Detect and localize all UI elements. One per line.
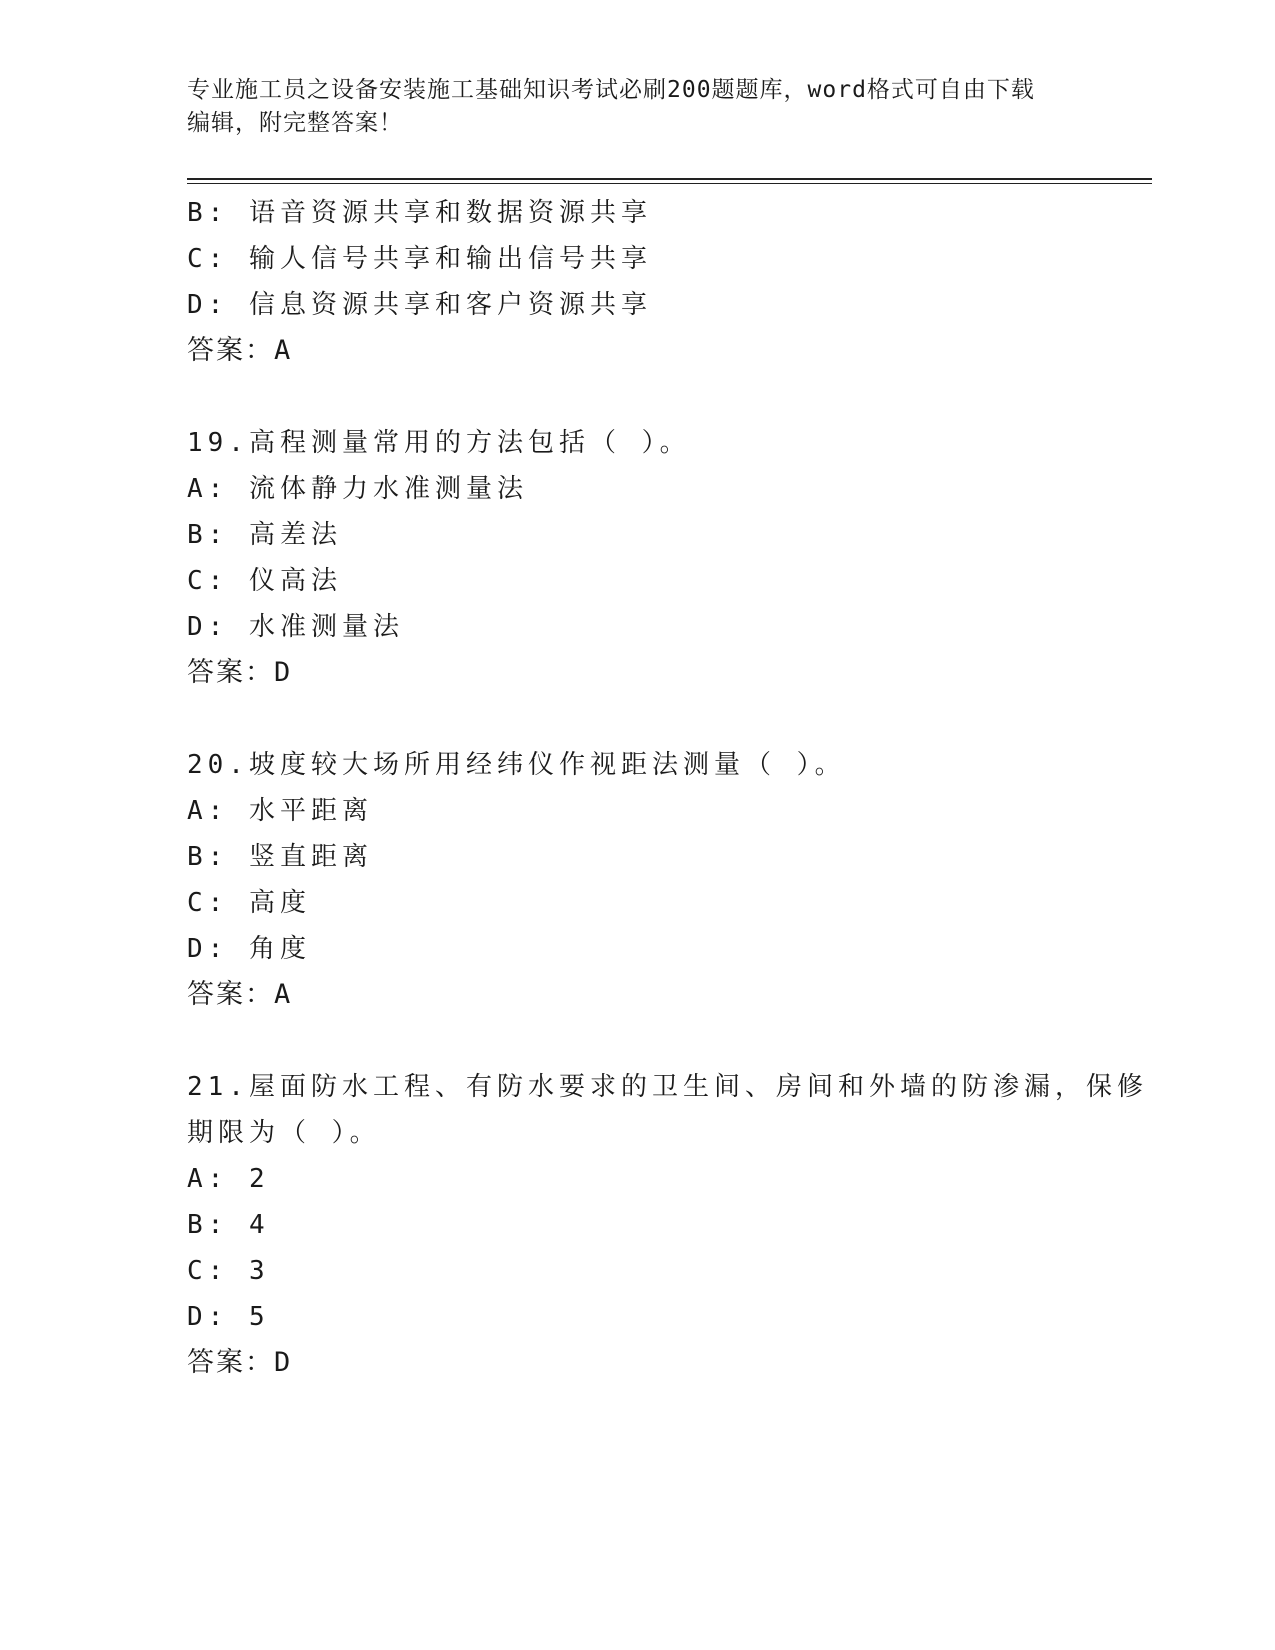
document-header <box>187 74 1077 140</box>
option-d: D: 角度 <box>187 934 311 964</box>
answer-line: 答案：D <box>187 657 293 688</box>
question-21 <box>187 1064 1148 1386</box>
spacer <box>187 696 1087 742</box>
option-a: A: 2 <box>187 1164 270 1194</box>
question-list <box>187 190 1148 1386</box>
spacer <box>187 1018 1087 1064</box>
header-divider-bottom <box>187 183 1152 184</box>
option-a: A: 流体静力水准测量法 <box>187 474 528 504</box>
option-a: A: 水平距离 <box>187 796 373 826</box>
option-b: B: 4 <box>187 1210 270 1240</box>
option-d: D: 信息资源共享和客户资源共享 <box>187 290 652 320</box>
answer-line: 答案：A <box>187 979 293 1010</box>
question-title: 19.高程测量常用的方法包括（ ）。 <box>187 428 691 458</box>
option-c: C: 高度 <box>187 888 311 918</box>
answer-line: 答案：A <box>187 335 293 366</box>
option-b: B: 语音资源共享和数据资源共享 <box>187 198 652 228</box>
answer-line: 答案：D <box>187 1347 293 1378</box>
option-d: D: 水准测量法 <box>187 612 404 642</box>
spacer <box>187 374 1087 420</box>
option-d: D: 5 <box>187 1302 270 1332</box>
header-line-2: 编辑，附完整答案！ <box>187 110 403 136</box>
header-line-1: 专业施工员之设备安装施工基础知识考试必刷200题题库，word格式可自由下载 <box>187 77 1035 103</box>
question-title: 20.坡度较大场所用经纬仪作视距法测量（ ）。 <box>187 750 846 780</box>
question-20 <box>187 742 1087 1018</box>
question-title-line-2: 期限为（ ）。 <box>187 1118 381 1148</box>
option-b: B: 竖直距离 <box>187 842 373 872</box>
option-c: C: 仪高法 <box>187 566 342 596</box>
option-b: B: 高差法 <box>187 520 342 550</box>
question-19 <box>187 420 1087 696</box>
option-c: C: 3 <box>187 1256 270 1286</box>
option-c: C: 输人信号共享和输出信号共享 <box>187 244 652 274</box>
question-title-line-1: 21.屋面防水工程、有防水要求的卫生间、房间和外墙的防渗漏，保修 <box>187 1072 1148 1102</box>
header-divider-top <box>187 178 1152 180</box>
prev-question-block <box>187 190 1087 374</box>
